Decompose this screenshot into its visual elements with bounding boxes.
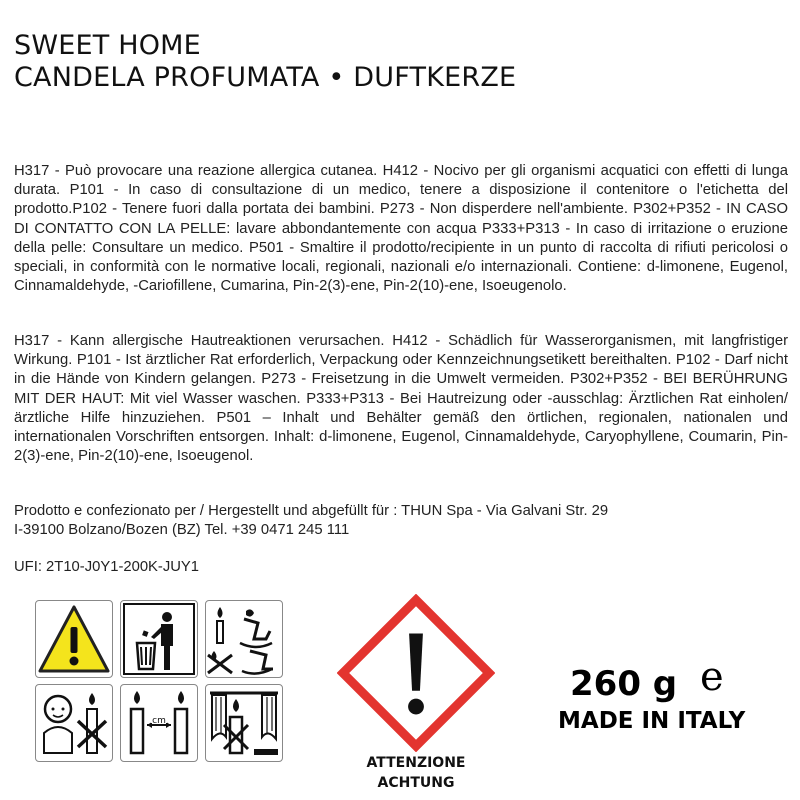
estimated-sign-icon: e <box>700 654 724 700</box>
net-weight: 260 g <box>570 664 678 704</box>
made-in-label: MADE IN ITALY <box>558 708 746 734</box>
manufacturer-info <box>14 502 788 540</box>
keep-away-from-children-icon <box>35 684 113 762</box>
signal-word-italian: ATTENZIONE <box>366 755 466 771</box>
product-title <box>14 30 516 94</box>
warning-triangle-icon <box>35 600 113 678</box>
title-line-2: CANDELA PROFUMATA • DUFTKERZE <box>14 62 517 93</box>
warnings-german: H317 - Kann allergische Hautreaktionen verursachen. H412 - Schädlich für Wasserorganismen, mit langfristiger Wirkung. P101 - Ist ärztlicher Rat erforderlich, Verpackung oder Kennzeichnungsetikett bereithalten. P102 - Darf nicht in die Hände von Kindern gelangen. P273 - Freisetzung in die Umwelt vermeiden. P302+P352 - BEI BERÜHRUNG MIT DER HAUT: Mit viel Wasser waschen. P333+P313 - Bei Hautreizung oder -ausschlag: Ärztlichen Rat einholen/ärztliche Hilfe hinzuziehen. P501 – Inhalt und Behälter gemäß den örtlichen, regionalen, nationalen und internationalen Vorschriften entsorgen. Inhalt: d-limonene, Eugenol, Cinnamaldehyde, Caryophyllene, Coumarin, Pin-2(3)-ene, Pin-2(10)-ene, Isoeugenol. <box>14 333 788 465</box>
manufacturer-line-1: Prodotto e confezionato per / Hergestellt und abgefüllt für : THUN Spa - Via Galvani Str. 29 <box>14 503 609 519</box>
title-line-1: SWEET HOME <box>14 30 201 61</box>
signal-word-german: ACHTUNG <box>377 775 455 791</box>
dispose-in-bin-icon <box>120 600 198 678</box>
warnings-italian: H317 - Può provocare una reazione allergica cutanea. H412 - Nocivo per gli organismi acquatici con effetti di lunga durata. P101 - In caso di consultazione di un medico, tenere a disposizione il contenitore o l'etichetta del prodotto.P102 - Tenere fuori dalla portata dei bambini. P273 - Non disperdere nell'ambiente. P302+P352 - IN CASO DI CONTATTO CON LA PELLE: lavare abbondantemente con acqua P333+P313 - In caso di irritazione o eruzione della pelle: Consultare un medico. P501 - Smaltire il prodotto/recipiente in un punto di raccolta di rifiuti pericolosi o speciali, in conformità con le normative locali, regionali, nazionali e/o internazionali. Contiene: d-limonene, Eugenol, Cinnamaldehyde, -Cariofillene, Cumarina, Pin-2(3)-ene, Pin-2(10)-ene, Isoeugenolo. <box>14 163 788 295</box>
keep-away-from-flammables-icon <box>205 600 283 678</box>
ufi-code: UFI: 2T10-J0Y1-200K-JUY1 <box>14 559 200 575</box>
candle-spacing-icon <box>120 684 198 762</box>
ghs-exclamation-icon <box>337 594 495 752</box>
manufacturer-line-2: I-39100 Bolzano/Bozen (BZ) Tel. +39 0471 245 111 <box>14 522 350 539</box>
keep-away-from-curtains-icon <box>205 684 283 762</box>
svg-text:cm: cm <box>152 716 166 726</box>
